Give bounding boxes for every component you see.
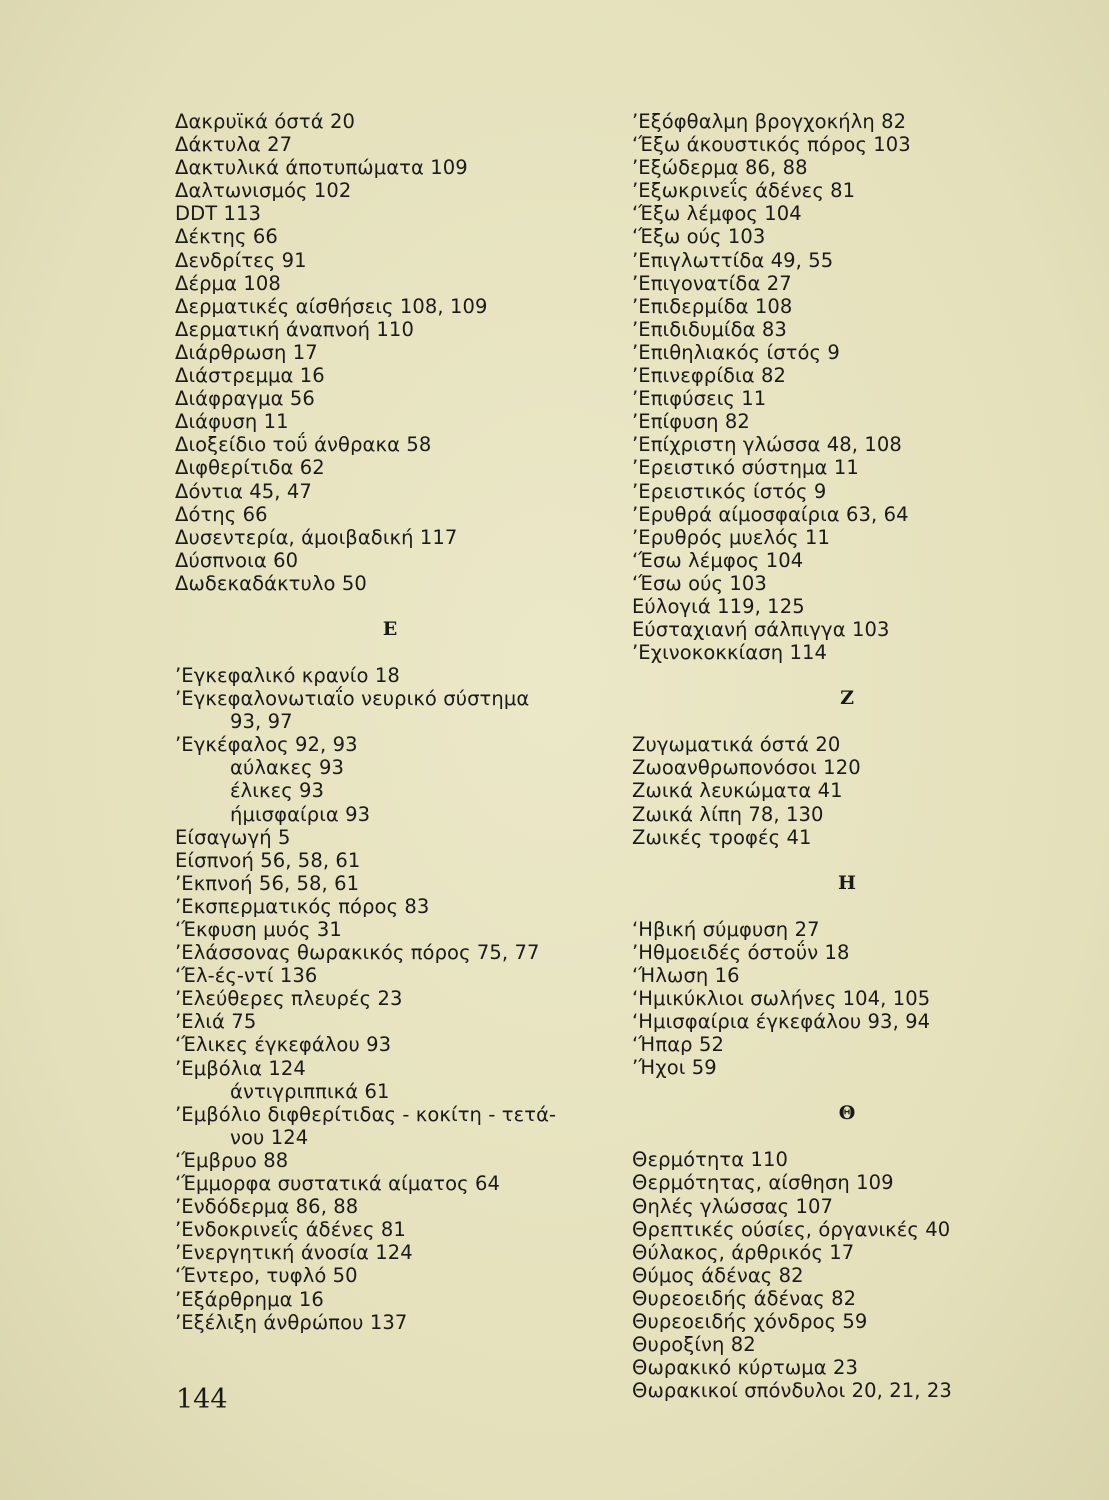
index-entry: Δάκτυλα 27 <box>175 133 293 157</box>
index-entry: Θύμος άδένας 82 <box>632 1263 804 1287</box>
index-entry: ’Ελάσσονας θωρακικός πόρος 75, 77 <box>175 941 540 965</box>
index-entry: ’Εγκεφαλικό κρανίο 18 <box>175 663 400 687</box>
index-entry: ’Ενεργητική άνοσία 124 <box>175 1241 413 1265</box>
index-entry: Ζωικές τροφές 41 <box>632 825 812 849</box>
index-entry: ’Ηθμοειδές όστοΰν 18 <box>632 940 850 964</box>
index-subentry: ήμισφαίρια 93 <box>230 802 371 826</box>
index-entry: ’Επινεφρίδια 82 <box>632 364 787 388</box>
index-entry: ‘Έξω άκουστικός πόρος 103 <box>632 133 911 157</box>
index-entry: ’Ερειστικό σύστημα 11 <box>632 456 859 480</box>
index-entry: Ζωικά λευκώματα 41 <box>632 779 843 803</box>
index-entry: Θύλακος, άρθρικός 17 <box>632 1240 855 1264</box>
index-entry: Διάφυση 11 <box>175 410 289 434</box>
index-entry: ’Εγκέφαλος 92, 93 <box>175 733 358 757</box>
section-letter: Ε <box>382 617 398 640</box>
index-entry: Δύσπνοια 60 <box>175 548 299 572</box>
index-subentry: αύλακες 93 <box>230 756 345 780</box>
index-entry: ‘Έκφυση μυός 31 <box>175 918 342 941</box>
index-entry: ’Εκπνοή 56, 58, 61 <box>175 871 360 895</box>
index-entry: ‘Έσω λέμφος 104 <box>632 548 804 572</box>
index-entry: ’Επίχριστη γλώσσα 48, 108 <box>632 433 902 457</box>
index-entry: Θωρακικό κύρτωμα 23 <box>632 1356 859 1380</box>
index-entry: ’Επιδιδυμίδα 83 <box>632 317 787 341</box>
index-entry: Δερματικές αίσθήσεις 108, 109 <box>175 294 488 318</box>
index-entry: ’Επιγονατίδα 27 <box>632 271 792 295</box>
index-entry: ‘Έμβρυο 88 <box>175 1148 289 1172</box>
index-entry: Δυσεντερία, άμοιβαδική 117 <box>175 525 458 549</box>
index-subentry: άντιγριππικά 61 <box>230 1079 390 1103</box>
index-entry: Θηλές γλώσσας 107 <box>632 1194 833 1218</box>
index-entry: ’Εγκεφαλονωτιαΐο νευρικό σύστημα <box>175 687 530 711</box>
index-entry: ’Εξωκρινεΐς άδένες 81 <box>632 179 856 203</box>
index-entry: ‘Ημικύκλιοι σωλήνες 104, 105 <box>632 987 931 1010</box>
index-entry: ’Εμβόλια 124 <box>175 1056 306 1080</box>
index-entry: Ζωικά λίπη 78, 130 <box>632 802 824 826</box>
index-entry: ‘Ήλωση 16 <box>632 963 740 987</box>
index-entry: ’Ενδοκρινεΐς άδένες 81 <box>175 1218 406 1242</box>
index-entry: ’Ερυθρός μυελός 11 <box>632 525 831 549</box>
index-entry: ’Επιθηλιακός ίστός 9 <box>632 340 840 364</box>
page-number: 144 <box>176 1384 228 1415</box>
index-entry: Δέρμα 108 <box>175 271 281 295</box>
section-letter: Θ <box>838 1102 856 1125</box>
index-entry: ’Ενδόδερμα 86, 88 <box>175 1195 359 1219</box>
index-entry: ’Ερυθρά αίμοσφαίρια 63, 64 <box>632 502 909 526</box>
index-entry: Θρεπτικές ούσίες, όργανικές 40 <box>632 1217 951 1241</box>
index-entry: Θυροξίνη 82 <box>632 1333 756 1357</box>
index-entry: ’Επιγλωττίδα 49, 55 <box>632 248 834 272</box>
index-entry: Θερμότητα 110 <box>632 1148 789 1172</box>
index-entry: ’Επίφυση 82 <box>632 410 750 434</box>
index-entry: Θωρακικοί σπόνδυλοι 20, 21, 23 <box>632 1379 952 1403</box>
index-entry: Ζωοανθρωπονόσοι 120 <box>632 756 861 780</box>
index-entry: Είσπνοή 56, 58, 61 <box>175 848 361 872</box>
index-entry: ‘Έξω ούς 103 <box>632 225 766 249</box>
index-entry: DDT 113 <box>175 202 262 226</box>
index-entry: ‘Έντερο, τυφλό 50 <box>175 1264 358 1288</box>
index-entry: Διάρθρωση 17 <box>175 340 318 364</box>
index-column-right <box>632 110 1062 1402</box>
index-entry: Εύλογιά 119, 125 <box>632 594 805 618</box>
index-entry: ‘Έλ-ές-ντί 136 <box>175 964 318 988</box>
index-entry: Εύσταχιανή σάλπιγγα 103 <box>632 618 890 642</box>
index-entry: ’Επιδερμίδα 108 <box>632 294 793 318</box>
index-column-left <box>175 110 605 1334</box>
index-entry: Διφθερίτιδα 62 <box>175 456 325 480</box>
index-entry: ‘Ημισφαίρια έγκεφάλου 93, 94 <box>632 1010 931 1034</box>
index-entry: Δότης 66 <box>175 502 268 526</box>
index-entry: ’Εξόφθαλμη βρογχοκήλη 82 <box>632 110 907 133</box>
section-letter: Η <box>838 871 856 894</box>
index-entry: Δαλτωνισμός 102 <box>175 179 352 203</box>
index-entry: ’Επιφύσεις 11 <box>632 387 767 411</box>
index-entry: ’Ερειστικός ίστός 9 <box>632 479 827 503</box>
index-entry: ’Ελεύθερες πλευρές 23 <box>175 987 403 1011</box>
index-entry: Δενδρίτες 91 <box>175 248 307 272</box>
index-entry: ’Εκσπερματικός πόρος 83 <box>175 894 430 918</box>
index-entry: Δακτυλικά άποτυπώματα 109 <box>175 156 468 180</box>
index-entry: Δόντια 45, 47 <box>175 479 312 503</box>
index-entry: Δέκτης 66 <box>175 225 278 249</box>
index-entry: ’Εχινοκοκκίαση 114 <box>632 641 828 665</box>
index-entry: ‘Ηβική σύμφυση 27 <box>632 917 820 941</box>
index-entry: ‘Έλικες έγκεφάλου 93 <box>175 1033 392 1057</box>
section-letter: Ζ <box>840 687 854 710</box>
index-entry: Θυρεοειδής χόνδρος 59 <box>632 1310 868 1334</box>
index-entry: ‘Ήπαρ 52 <box>632 1033 724 1057</box>
index-entry: Θερμότητας, αίσθηση 109 <box>632 1171 894 1195</box>
index-entry: ‘Έμμορφα συστατικά αίματος 64 <box>175 1172 501 1196</box>
index-entry: Διάφραγμα 56 <box>175 387 315 411</box>
index-entry: Είσαγωγή 5 <box>175 825 291 849</box>
index-entry: ’Εμβόλιο διφθερίτιδας - κοκίτη - τετά- <box>175 1102 557 1126</box>
index-entry: Δωδεκαδάκτυλο 50 <box>175 571 367 595</box>
index-entry: ’Εξάρθρημα 16 <box>175 1287 324 1311</box>
index-subentry: 93, 97 <box>230 710 293 734</box>
index-entry: Ζυγωματικά όστά 20 <box>632 733 841 757</box>
index-entry: ’Ελιά 75 <box>175 1010 257 1034</box>
index-entry: Διοξείδιο τοΰ άνθρακα 58 <box>175 433 432 457</box>
index-entry: ’Ήχοι 59 <box>632 1056 717 1080</box>
index-subentry: έλικες 93 <box>230 779 325 803</box>
index-entry: Δακρυϊκά όστά 20 <box>175 110 355 133</box>
index-subentry: νου 124 <box>230 1125 309 1149</box>
index-entry: Διάστρεμμα 16 <box>175 364 325 388</box>
index-entry: ‘Έξω λέμφος 104 <box>632 202 802 226</box>
index-entry: ’Εξέλιξη άνθρώπου 137 <box>175 1310 408 1334</box>
index-entry: ’Εξώδερμα 86, 88 <box>632 156 808 180</box>
index-entry: ‘Έσω ούς 103 <box>632 571 767 595</box>
index-entry: Θυρεοειδής άδένας 82 <box>632 1286 857 1310</box>
index-entry: Δερματική άναπνοή 110 <box>175 317 414 341</box>
